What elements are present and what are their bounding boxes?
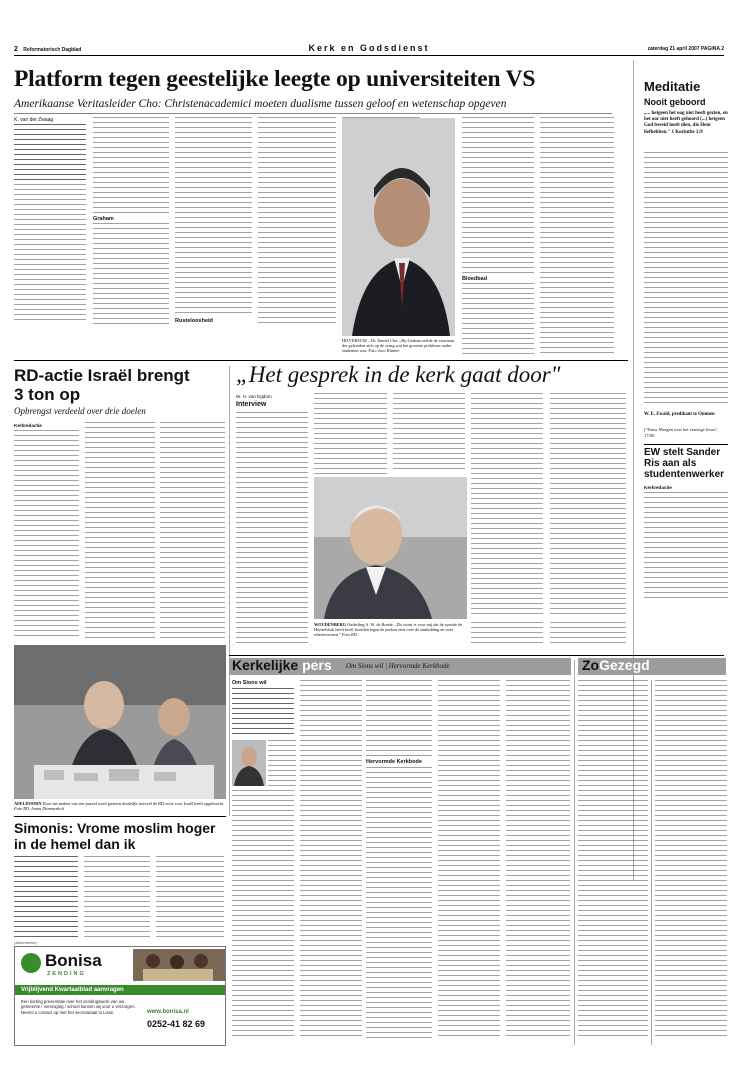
subsection-rusteloosheid: Rusteloosheid	[175, 318, 213, 324]
simonis-col-3	[156, 856, 224, 940]
interview-headline: „Het gesprek in de kerk gaat door"	[236, 362, 561, 387]
interview-col-1	[236, 412, 308, 618]
ew-body	[644, 492, 728, 602]
small-portrait-icon	[232, 740, 266, 786]
main-col-4-text	[258, 117, 336, 324]
subsection-bloedbad: Bloedbad	[462, 276, 488, 282]
israel-photo-credit: Foto RD, Anton Dommerholt	[14, 806, 64, 812]
bonisa-tagline: ZENDING	[47, 971, 86, 977]
main-col-2-text-b	[93, 223, 169, 324]
israel-photo	[14, 645, 226, 799]
subsection-graham: Graham	[93, 216, 114, 222]
main-subhead: Amerikaanse Veritasleider Cho: Christenacademici moeten dualisme tussen geloof en wetenschap opgeven	[14, 98, 507, 110]
meditatie-footnote: ("Eeuw Morgen over het eeuwige leven", 1738)	[644, 427, 719, 438]
main-col-6-text-b	[462, 283, 534, 355]
israel-col-2	[85, 422, 155, 640]
portrait-illustration-icon	[342, 118, 455, 336]
zg-col-1	[578, 680, 648, 1040]
kp-portrait	[232, 740, 266, 786]
israel-col-1	[14, 430, 79, 640]
bonisa-logo-icon	[21, 953, 41, 973]
kp-col-2	[300, 680, 362, 1040]
meditatie-quote: „... hetgeen het oog niet heeft gezien, en het oor niet heeft gehoord (...) hetgeen God bereid heeft dien, die Hem liefhebben." 1 Korinthe 2:9	[644, 111, 728, 135]
kp-col-1-b	[268, 740, 296, 786]
meditatie-signature: W. E. Ewald, predikant te Ommen	[644, 412, 715, 417]
simonis-col-2	[84, 856, 150, 940]
interview-col-5	[550, 393, 626, 618]
main-photo-credit: Foto Jaco Klamer	[368, 348, 400, 354]
interview-col-1-b	[236, 622, 308, 646]
israel-caption: APELDOORN Door het maken van een puzzel werd gisteren duidelijk hoeveel de RD-actie voor Israël heeft opgebracht. Foto RD, Anton Dommerholt	[14, 801, 225, 812]
header-right	[648, 46, 724, 52]
ad-photo	[133, 949, 225, 981]
kerkelijke-pers-title: Kerkelijke pers	[232, 657, 332, 673]
kp-col-5	[506, 680, 570, 1040]
interviewee-portrait-icon	[314, 477, 467, 619]
interview-caption: WOUDENBERG Ouderling A. W. de Ronde: „Do winst is voor mij dat de synode de Hersteldruk heeft heeft hoofden tegen de preken zien over de aanbidding en over relatievormen." Foto RD	[314, 622, 463, 638]
interview-caption-label: WOUDENBERG	[314, 622, 346, 627]
interview-col-4	[471, 393, 543, 618]
main-col-6-text	[462, 117, 534, 273]
children-photo-icon	[133, 949, 225, 981]
puzzle-scene-icon	[14, 645, 226, 799]
simonis-col-1	[14, 856, 78, 940]
main-byline: K. van der Zwaag	[14, 117, 54, 123]
kp-col-1	[232, 688, 294, 736]
kp-col-3	[366, 680, 432, 756]
main-headline: Platform tegen geestelijke leegte op universiteiten VS	[14, 66, 536, 92]
main-col-3-text	[175, 117, 252, 315]
kp-hervormde-label: Hervormde Kerkbode	[366, 759, 422, 765]
israel-subhead: Opbrengst verdeeld over drie doelen	[14, 406, 146, 416]
header-date: zaterdag 21 april 2007	[647, 46, 700, 52]
page-number-left: 2	[14, 46, 18, 53]
interview-col-5-b	[550, 622, 626, 646]
newspaper-name: Reformatorisch Dagblad	[23, 47, 82, 53]
interview-byline: W. H. van Egdom	[236, 394, 272, 399]
interview-photo	[314, 477, 467, 619]
interview-photo-credit: Foto RD	[341, 632, 357, 638]
main-photo-caption: HILVERSUM – Dr. Daniel Cho: „Bij Graham stelde de voorman der geleerden zich op de vraag wat het grootste probleem onder studenten was. Foto Jaco Klamer	[342, 338, 455, 354]
bonisa-banner[interactable]: Vrijblijvend Kwartaalblad aanvragen	[15, 985, 225, 995]
bonisa-body: Een korting presentatie over het zendingswerk van uw gemeente / vereniging / school kunnen wij voor u verzorgen. Neemt u contact op met het secretariaat in Lisse.	[21, 999, 136, 1015]
kp-col-1-c	[232, 790, 294, 1040]
kp-col-3-b	[366, 767, 432, 1040]
israel-col-3	[160, 422, 225, 640]
meditatie-subtitle: Nooit geboord	[644, 97, 706, 107]
interview-col-3	[393, 393, 465, 473]
interview-col-4-b	[471, 622, 543, 646]
main-col-7-text	[540, 117, 614, 355]
kp-om-sions-label: Om Sions wil	[232, 680, 267, 686]
israel-caption-label: APELDOORN	[14, 801, 42, 806]
zogezegd-title: ZoGezegd	[582, 657, 650, 673]
bonisa-brand: Bonisa	[45, 951, 102, 970]
meditatie-title: Meditatie	[644, 79, 701, 94]
page-label: PAGINA 2	[700, 46, 724, 52]
bonisa-url[interactable]: www.bonisa.nl	[147, 1009, 189, 1015]
kp-col-4	[438, 680, 500, 1040]
ew-section-label: Kerkredactie	[644, 485, 672, 490]
israel-headline: RD-actie Israël brengt 3 ton op	[14, 366, 190, 404]
israel-section-label: Kerkredactie	[14, 423, 42, 428]
main-col-2-text	[93, 117, 169, 213]
section-title: Kerk en Godsdienst	[308, 43, 430, 53]
main-photo	[342, 118, 455, 336]
meditatie-body	[644, 152, 728, 406]
kerkelijke-pers-subtitle: Om Sions wil | Hervormde Kerkbode	[346, 662, 450, 670]
ew-headline: EW stelt Sander Ris aan als studentenwerker	[644, 447, 725, 480]
interview-label: Interview	[236, 401, 267, 408]
zg-col-2	[655, 680, 727, 1040]
bonisa-phone[interactable]: 0252-41 82 69	[147, 1019, 206, 1029]
simonis-headline: Simonis: Vrome moslim hoger in de hemel dan ik	[14, 820, 216, 852]
main-col-1-text	[14, 124, 86, 180]
bonisa-ad[interactable]	[14, 946, 226, 1046]
main-col-1-text-b	[14, 184, 86, 324]
ad-label: (Advertentie)	[14, 940, 37, 945]
